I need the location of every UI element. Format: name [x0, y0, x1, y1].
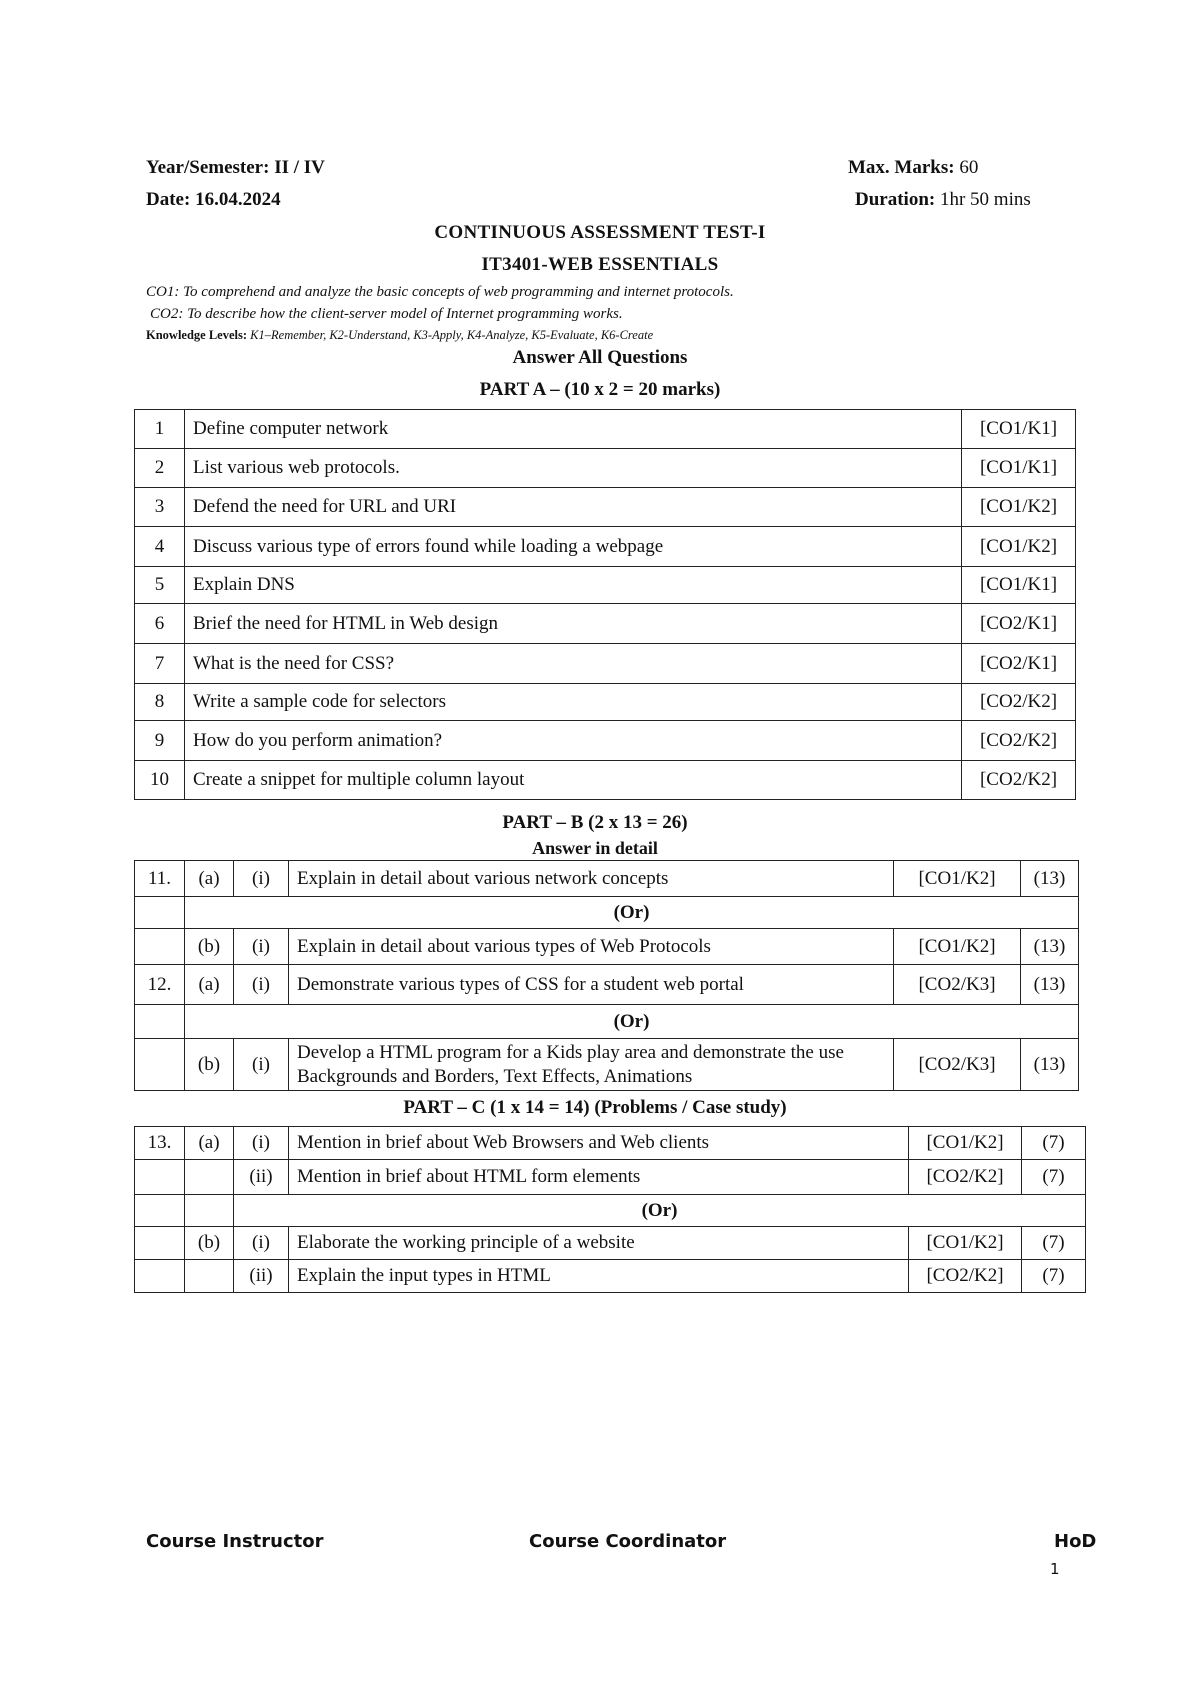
q-number [135, 1260, 185, 1293]
empty-cell [135, 1005, 185, 1039]
table-row [135, 604, 1076, 644]
q-number: 1 [135, 410, 185, 449]
q-co: [CO1/K1] [962, 567, 1076, 604]
q-number: 7 [135, 644, 185, 684]
q-text: Demonstrate various types of CSS for a student web portal [289, 965, 894, 1005]
year-semester [146, 157, 325, 179]
q-co: [CO1/K2] [909, 1227, 1022, 1260]
q-marks: (13) [1021, 861, 1079, 897]
q-co: [CO2/K2] [962, 761, 1076, 800]
q-marks: (13) [1021, 1039, 1079, 1091]
q-number: 4 [135, 527, 185, 567]
table-row [135, 861, 1079, 897]
table-row [135, 644, 1076, 684]
duration [855, 189, 1031, 211]
q-sub: (i) [234, 1227, 289, 1260]
exam-date [146, 189, 281, 211]
part-a-table [134, 409, 1076, 800]
q-text: Defend the need for URL and URI [185, 488, 962, 527]
q-number: 3 [135, 488, 185, 527]
q-number [135, 1160, 185, 1195]
kl-value: K1–Remember, K2-Understand, K3-Apply, K4-Analyze, K5-Evaluate, K6-Create [250, 328, 654, 342]
or-separator: (Or) [185, 1005, 1079, 1039]
q-number: 12. [135, 965, 185, 1005]
year-label: Year/Semester: [146, 157, 270, 178]
q-co: [CO1/K2] [909, 1127, 1022, 1160]
q-text: Mention in brief about Web Browsers and Web clients [289, 1127, 909, 1160]
q-text: What is the need for CSS? [185, 644, 962, 684]
q-co: [CO1/K2] [962, 488, 1076, 527]
q-option [185, 1260, 234, 1293]
q-text: Write a sample code for selectors [185, 684, 962, 721]
q-number [135, 1039, 185, 1091]
q-number [135, 929, 185, 965]
q-marks: (7) [1022, 1260, 1086, 1293]
table-row [135, 1260, 1086, 1293]
q-sub: (i) [234, 1127, 289, 1160]
q-sub: (ii) [234, 1260, 289, 1293]
q-text: Define computer network [185, 410, 962, 449]
q-marks: (13) [1021, 929, 1079, 965]
table-row [135, 965, 1079, 1005]
q-option [185, 1160, 234, 1195]
q-co: [CO2/K3] [894, 1039, 1021, 1091]
q-text: Explain DNS [185, 567, 962, 604]
kl-label: Knowledge Levels: [146, 328, 248, 342]
q-co: [CO2/K2] [962, 721, 1076, 761]
table-row [135, 410, 1076, 449]
or-separator: (Or) [185, 897, 1079, 929]
q-marks: (7) [1022, 1160, 1086, 1195]
table-row [135, 929, 1079, 965]
table-row [135, 761, 1076, 800]
empty-cell [135, 897, 185, 929]
q-co: [CO2/K1] [962, 604, 1076, 644]
duration-value: 1hr 50 mins [939, 189, 1031, 210]
q-co: [CO1/K2] [894, 861, 1021, 897]
q-co: [CO2/K2] [962, 684, 1076, 721]
date-value: 16.04.2024 [195, 189, 281, 210]
q-co: [CO1/K1] [962, 449, 1076, 488]
q-option: (b) [185, 1039, 234, 1091]
q-text: Create a snippet for multiple column layout [185, 761, 962, 800]
q-option: (b) [185, 1227, 234, 1260]
q-text: Elaborate the working principle of a website [289, 1227, 909, 1260]
duration-label: Duration: [855, 189, 936, 210]
q-co: [CO1/K2] [894, 929, 1021, 965]
q-text: Explain in detail about various network concepts [289, 861, 894, 897]
table-row [135, 567, 1076, 604]
part-c-table [134, 1126, 1086, 1293]
q-text: Mention in brief about HTML form elements [289, 1160, 909, 1195]
table-row [135, 721, 1076, 761]
q-number: 6 [135, 604, 185, 644]
q-marks: (13) [1021, 965, 1079, 1005]
q-number: 5 [135, 567, 185, 604]
q-text: Explain in detail about various types of Web Protocols [289, 929, 894, 965]
test-title: CONTINUOUS ASSESSMENT TEST-I [434, 222, 766, 243]
q-option: (a) [185, 965, 234, 1005]
q-option: (a) [185, 1127, 234, 1160]
instruction: Answer All Questions [512, 347, 688, 368]
co2-statement: CO2: To describe how the client-server model of Internet programming works. [150, 306, 623, 322]
marks-label: Max. Marks: [848, 157, 955, 178]
q-sub: (i) [234, 965, 289, 1005]
table-row [135, 1039, 1079, 1091]
q-number: 13. [135, 1127, 185, 1160]
knowledge-levels [146, 328, 653, 343]
q-number: 9 [135, 721, 185, 761]
table-row [135, 1195, 1086, 1227]
table-row [135, 684, 1076, 721]
course-title: IT3401-WEB ESSENTIALS [481, 254, 719, 275]
table-row [135, 1005, 1079, 1039]
part-a-heading: PART A – (10 x 2 = 20 marks) [479, 379, 721, 400]
table-row [135, 1227, 1086, 1260]
q-co: [CO2/K3] [894, 965, 1021, 1005]
table-row [135, 488, 1076, 527]
empty-cell [185, 1195, 234, 1227]
q-co: [CO2/K1] [962, 644, 1076, 684]
table-row [135, 897, 1079, 929]
q-co: [CO2/K2] [909, 1160, 1022, 1195]
table-row [135, 449, 1076, 488]
course-instructor-label: Course Instructor [146, 1531, 324, 1552]
table-row [135, 527, 1076, 567]
q-sub: (i) [234, 861, 289, 897]
part-b-heading: PART – B (2 x 13 = 26) [502, 812, 688, 833]
q-sub: (i) [234, 1039, 289, 1091]
q-number: 11. [135, 861, 185, 897]
part-b-table [134, 860, 1079, 1091]
q-sub: (ii) [234, 1160, 289, 1195]
year-value: II / IV [274, 157, 325, 178]
q-co: [CO1/K1] [962, 410, 1076, 449]
q-text: How do you perform animation? [185, 721, 962, 761]
q-option: (b) [185, 929, 234, 965]
q-number [135, 1227, 185, 1260]
q-co: [CO2/K2] [909, 1260, 1022, 1293]
q-sub: (i) [234, 929, 289, 965]
max-marks [848, 157, 978, 179]
marks-value: 60 [959, 157, 979, 178]
q-option: (a) [185, 861, 234, 897]
q-text: List various web protocols. [185, 449, 962, 488]
q-co: [CO1/K2] [962, 527, 1076, 567]
q-number: 2 [135, 449, 185, 488]
q-text: Brief the need for HTML in Web design [185, 604, 962, 644]
hod-label: HoD [1054, 1531, 1097, 1552]
q-text: Discuss various type of errors found while loading a webpage [185, 527, 962, 567]
page-number: 1 [1050, 1560, 1060, 1578]
q-marks: (7) [1022, 1127, 1086, 1160]
table-row [135, 1160, 1086, 1195]
q-number: 8 [135, 684, 185, 721]
q-marks: (7) [1022, 1227, 1086, 1260]
q-text: Explain the input types in HTML [289, 1260, 909, 1293]
part-c-heading: PART – C (1 x 14 = 14) (Problems / Case study) [403, 1097, 787, 1118]
q-number: 10 [135, 761, 185, 800]
course-coordinator-label: Course Coordinator [529, 1531, 727, 1552]
or-separator: (Or) [234, 1195, 1086, 1227]
part-b-instruction: Answer in detail [532, 838, 658, 858]
co1-statement: CO1: To comprehend and analyze the basic concepts of web programming and internet protocols. [146, 284, 734, 300]
table-row [135, 1127, 1086, 1160]
empty-cell [135, 1195, 185, 1227]
date-label: Date: [146, 189, 191, 210]
q-text: Develop a HTML program for a Kids play area and demonstrate the use Backgrounds and Borders, Text Effects, Animations [289, 1039, 894, 1091]
